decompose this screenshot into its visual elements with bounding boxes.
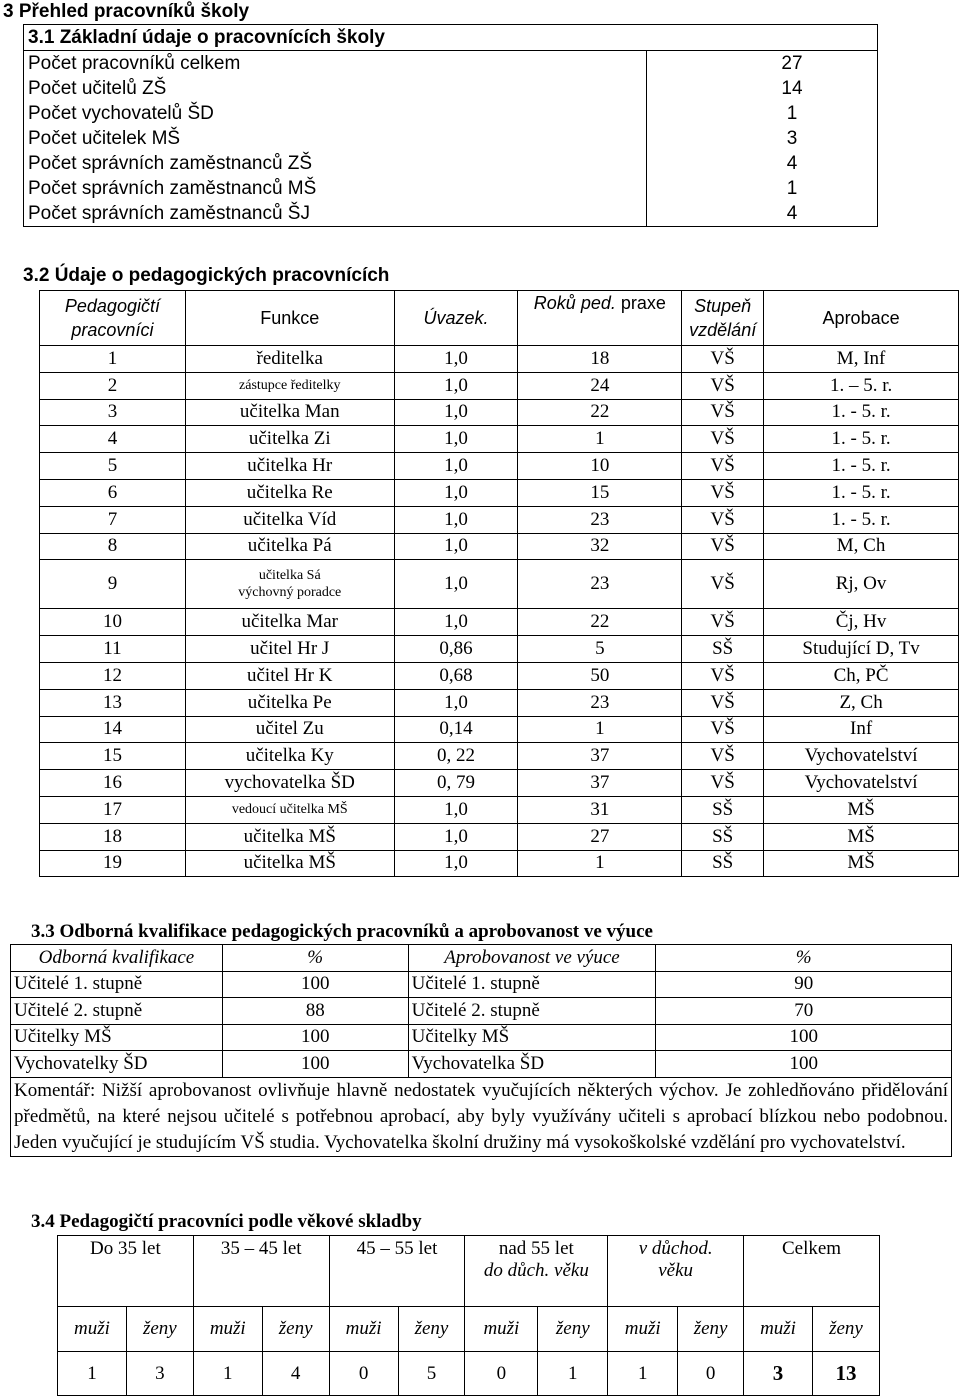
qual-cell: Učitelé 1. stupně (408, 971, 656, 998)
staff-cell: 0,86 (394, 636, 518, 663)
age-value: 3 (744, 1352, 813, 1396)
staff-cell: VŠ (682, 506, 764, 533)
staff-cell: vedoucí učitelka MŠ (185, 796, 394, 823)
age-group: Do 35 let (58, 1236, 194, 1307)
staff-cell: VŠ (682, 716, 764, 743)
basic-label: Počet správních zaměstnanců MŠ (24, 176, 647, 201)
staff-cell: učitelka Víd (185, 506, 394, 533)
qual-cell: Učitelky MŠ (11, 1024, 223, 1051)
staff-cell: Inf (764, 716, 959, 743)
qual-cell: Učitelé 2. stupně (408, 998, 656, 1025)
staff-cell: 17 (40, 796, 186, 823)
staff-cell: 8 (40, 533, 186, 560)
staff-cell: SŠ (682, 636, 764, 663)
qual-cell: Učitelky MŠ (408, 1024, 656, 1051)
basic-value: 4 (647, 151, 878, 176)
staff-cell: 32 (518, 533, 682, 560)
age-female-label: ženy (126, 1307, 193, 1352)
staff-row (40, 533, 959, 560)
staff-cell: MŠ (764, 823, 959, 850)
staff-cell: 1,0 (394, 346, 518, 373)
staff-row (40, 743, 959, 770)
age-group: 35 – 45 let (193, 1236, 329, 1307)
staff-row (40, 850, 959, 877)
age-female-label: ženy (262, 1307, 329, 1352)
staff-cell: SŠ (682, 850, 764, 877)
staff-row (40, 796, 959, 823)
qual-cell: Učitelé 2. stupně (11, 998, 223, 1025)
basic-value: 1 (647, 101, 878, 126)
qual-cell: 70 (656, 998, 952, 1025)
age-female-label: ženy (398, 1307, 465, 1352)
staff-cell-line: učitelka Sá (258, 568, 321, 584)
staff-cell: Rj, Ov (764, 560, 959, 609)
staff-cell: učitelka Ky (185, 743, 394, 770)
age-group (465, 1236, 608, 1307)
staff-cell: 16 (40, 770, 186, 797)
staff-cell: Studující D, Tv (764, 636, 959, 663)
staff-cell: 37 (518, 770, 682, 797)
staff-cell: 5 (518, 636, 682, 663)
qualification-heading: 3.3 Odborná kvalifikace pedagogických pracovníků a aprobovanost ve výuce (31, 921, 653, 942)
staff-cell: SŠ (682, 796, 764, 823)
qual-cell: Učitelé 1. stupně (11, 971, 223, 998)
staff-cell: M, Inf (764, 346, 959, 373)
staff-cell: 23 (518, 560, 682, 609)
qual-cell: Vychovatelky ŠD (11, 1051, 223, 1078)
staff-cell: VŠ (682, 743, 764, 770)
staff-cell: 1,0 (394, 823, 518, 850)
staff-cell: Ch, PČ (764, 662, 959, 689)
staff-cell: 1,0 (394, 426, 518, 453)
staff-cell: MŠ (764, 850, 959, 877)
staff-header-function: Funkce (185, 291, 394, 346)
staff-cell: 1. - 5. r. (764, 426, 959, 453)
staff-cell: 1,0 (394, 609, 518, 636)
basic-label: Počet učitelek MŠ (24, 126, 647, 151)
staff-cell: 0, 22 (394, 743, 518, 770)
staff-cell: 10 (518, 453, 682, 480)
staff-row (40, 662, 959, 689)
age-value: 1 (193, 1352, 262, 1396)
basic-value: 1 (647, 176, 878, 201)
staff-cell: 1 (518, 426, 682, 453)
age-group (608, 1236, 744, 1307)
staff-cell: 19 (40, 850, 186, 877)
age-group-line2: věku (658, 1260, 694, 1281)
staff-cell: 1 (518, 850, 682, 877)
staff-cell: 1,0 (394, 506, 518, 533)
staff-cell: učitelka Re (185, 479, 394, 506)
staff-cell-line: výchovný poradce (238, 585, 342, 601)
age-group: 45 – 55 let (329, 1236, 465, 1307)
staff-cell: 37 (518, 743, 682, 770)
age-group-line2: do důch. věku (483, 1260, 589, 1281)
staff-row (40, 770, 959, 797)
staff-cell: 5 (40, 453, 186, 480)
qual-header: % (656, 945, 952, 972)
age-value: 5 (398, 1352, 465, 1396)
staff-cell: 1. - 5. r. (764, 479, 959, 506)
age-male-label: muži (193, 1307, 262, 1352)
staff-header-years (518, 291, 682, 346)
staff-cell: učitel Hr J (185, 636, 394, 663)
staff-cell: Vychovatelství (764, 770, 959, 797)
staff-cell: 0, 79 (394, 770, 518, 797)
age-male-label: muži (58, 1307, 127, 1352)
staff-cell: 24 (518, 372, 682, 399)
staff-cell: VŠ (682, 609, 764, 636)
staff-cell: 31 (518, 796, 682, 823)
age-value-row (58, 1352, 880, 1396)
staff-cell: 10 (40, 609, 186, 636)
staff-cell: 27 (518, 823, 682, 850)
staff-header-education: Stupeň vzdělání (682, 291, 764, 346)
qual-cell: Vychovatelka ŠD (408, 1051, 656, 1078)
staff-cell: 1. - 5. r. (764, 453, 959, 480)
staff-cell: MŠ (764, 796, 959, 823)
staff-cell: 22 (518, 399, 682, 426)
basic-value: 14 (647, 76, 878, 101)
staff-cell: 15 (40, 743, 186, 770)
staff-row (40, 426, 959, 453)
staff-cell: 1. - 5. r. (764, 399, 959, 426)
staff-heading: 3.2 Údaje o pedagogických pracovnících (23, 265, 390, 286)
staff-row (40, 716, 959, 743)
staff-cell: učitel Hr K (185, 662, 394, 689)
staff-cell: VŠ (682, 453, 764, 480)
staff-cell: 7 (40, 506, 186, 533)
qual-header: Odborná kvalifikace (11, 945, 223, 972)
qual-cell: 100 (656, 1051, 952, 1078)
staff-cell: 0,14 (394, 716, 518, 743)
staff-cell: VŠ (682, 346, 764, 373)
age-group-line1: v důchod. (638, 1238, 713, 1259)
staff-cell: učitelka Pá (185, 533, 394, 560)
age-female-label: ženy (678, 1307, 744, 1352)
basic-value: 27 (647, 51, 878, 77)
staff-cell: 1 (40, 346, 186, 373)
staff-cell: 9 (40, 560, 186, 609)
staff-cell: 1,0 (394, 372, 518, 399)
age-male-label: muži (465, 1307, 538, 1352)
age-male-label: muži (608, 1307, 678, 1352)
staff-cell: 13 (40, 689, 186, 716)
qual-header: % (222, 945, 408, 972)
staff-row (40, 689, 959, 716)
staff-row (40, 399, 959, 426)
basic-value: 3 (647, 126, 878, 151)
staff-cell (185, 560, 394, 609)
staff-row (40, 372, 959, 399)
staff-cell: 1,0 (394, 850, 518, 877)
age-female-label: ženy (812, 1307, 879, 1352)
staff-cell: M, Ch (764, 533, 959, 560)
staff-cell: 22 (518, 609, 682, 636)
staff-table (39, 290, 959, 877)
staff-cell: Z, Ch (764, 689, 959, 716)
age-female-label: ženy (538, 1307, 608, 1352)
staff-cell: učitelka Man (185, 399, 394, 426)
staff-cell: SŠ (682, 823, 764, 850)
qual-cell: 88 (222, 998, 408, 1025)
staff-cell: 14 (40, 716, 186, 743)
staff-cell: VŠ (682, 533, 764, 560)
staff-cell: učitel Zu (185, 716, 394, 743)
staff-cell: Vychovatelství (764, 743, 959, 770)
staff-cell: 1. - 5. r. (764, 506, 959, 533)
age-value: 4 (262, 1352, 329, 1396)
basic-label: Počet učitelů ZŠ (24, 76, 647, 101)
staff-row (40, 823, 959, 850)
age-value: 1 (608, 1352, 678, 1396)
staff-cell: 1,0 (394, 796, 518, 823)
qualification-table (10, 944, 952, 1157)
staff-cell: 23 (518, 689, 682, 716)
staff-row (40, 346, 959, 373)
staff-cell: VŠ (682, 560, 764, 609)
basic-label: Počet správních zaměstnanců ZŠ (24, 151, 647, 176)
staff-cell: zástupce ředitelky (185, 372, 394, 399)
staff-cell: 0,68 (394, 662, 518, 689)
age-male-label: muži (329, 1307, 398, 1352)
staff-cell: 1,0 (394, 689, 518, 716)
staff-cell: vychovatelka ŠD (185, 770, 394, 797)
staff-row (40, 453, 959, 480)
basic-label: Počet pracovníků celkem (24, 51, 647, 77)
age-heading: 3.4 Pedagogičtí pracovníci podle věkové skladby (31, 1211, 422, 1232)
basic-heading: 3.1 Základní údaje o pracovnících školy (24, 25, 878, 51)
age-table (57, 1235, 880, 1396)
staff-cell: 15 (518, 479, 682, 506)
staff-cell: učitelka Zi (185, 426, 394, 453)
staff-cell: VŠ (682, 689, 764, 716)
staff-cell: učitelka Hr (185, 453, 394, 480)
staff-cell: VŠ (682, 426, 764, 453)
basic-label: Počet vychovatelů ŠD (24, 101, 647, 126)
staff-row (40, 560, 959, 609)
age-group: Celkem (744, 1236, 880, 1307)
staff-cell: 4 (40, 426, 186, 453)
staff-cell: 1 (518, 716, 682, 743)
age-gender-row (58, 1307, 880, 1352)
staff-header-years-a: Roků ped. (533, 293, 616, 313)
staff-cell: 18 (40, 823, 186, 850)
basic-info-table (23, 24, 878, 227)
staff-header-staff: Pedagogičtí pracovníci (40, 291, 186, 346)
staff-cell: 1,0 (394, 399, 518, 426)
age-male-label: muži (744, 1307, 813, 1352)
staff-header-years-b: praxe (615, 293, 666, 313)
staff-cell: ředitelka (185, 346, 394, 373)
staff-cell: 1. – 5. r. (764, 372, 959, 399)
age-value: 13 (812, 1352, 879, 1396)
qual-header: Aprobovanost ve výuce (408, 945, 656, 972)
basic-value: 4 (647, 201, 878, 227)
staff-cell: 1,0 (394, 479, 518, 506)
page-title: 3 Přehled pracovníků školy (3, 1, 250, 22)
staff-cell: učitelka Pe (185, 689, 394, 716)
staff-row (40, 636, 959, 663)
staff-cell: 1,0 (394, 453, 518, 480)
staff-cell: učitelka Mar (185, 609, 394, 636)
staff-header-approbation: Aprobace (764, 291, 959, 346)
age-value: 1 (538, 1352, 608, 1396)
staff-cell: 1,0 (394, 533, 518, 560)
staff-row (40, 479, 959, 506)
qual-cell: 100 (656, 1024, 952, 1051)
staff-header-load: Úvazek. (394, 291, 518, 346)
staff-cell: 11 (40, 636, 186, 663)
qual-cell: 100 (222, 1024, 408, 1051)
age-value: 0 (678, 1352, 744, 1396)
staff-cell: 2 (40, 372, 186, 399)
staff-cell: 50 (518, 662, 682, 689)
staff-cell: 3 (40, 399, 186, 426)
qual-cell: 90 (656, 971, 952, 998)
staff-row (40, 506, 959, 533)
age-value: 0 (329, 1352, 398, 1396)
staff-cell: 23 (518, 506, 682, 533)
staff-cell: učitelka MŠ (185, 850, 394, 877)
age-value: 1 (58, 1352, 127, 1396)
qual-cell: 100 (222, 971, 408, 998)
age-value: 0 (465, 1352, 538, 1396)
staff-cell: Čj, Hv (764, 609, 959, 636)
staff-cell: VŠ (682, 372, 764, 399)
age-value: 3 (126, 1352, 193, 1396)
staff-cell: VŠ (682, 399, 764, 426)
staff-cell: 6 (40, 479, 186, 506)
basic-label: Počet správních zaměstnanců ŠJ (24, 201, 647, 227)
staff-rows (40, 346, 959, 877)
staff-cell: VŠ (682, 479, 764, 506)
qualification-comment: Komentář: Nižší aprobovanost ovlivňuje hlavně nedostatek vyučujících některých výchov. Je zohledňováno přidělování předmětů, na které nejsou učitelé s potřebnou aprobací, aby byly využívány učiteli s aprobací blízkou nebo podobnou. Jeden vyučující je studujícím VŠ studia. Vychovatelka školní družiny má vysokoškolské vzdělání pro vychovatelství. (11, 1077, 952, 1156)
staff-cell: učitelka MŠ (185, 823, 394, 850)
staff-cell: VŠ (682, 770, 764, 797)
age-group-line1: nad 55 let (498, 1238, 574, 1259)
qual-cell: 100 (222, 1051, 408, 1078)
staff-cell: VŠ (682, 662, 764, 689)
staff-cell: 18 (518, 346, 682, 373)
staff-cell: 12 (40, 662, 186, 689)
staff-row (40, 609, 959, 636)
staff-cell: 1,0 (394, 560, 518, 609)
